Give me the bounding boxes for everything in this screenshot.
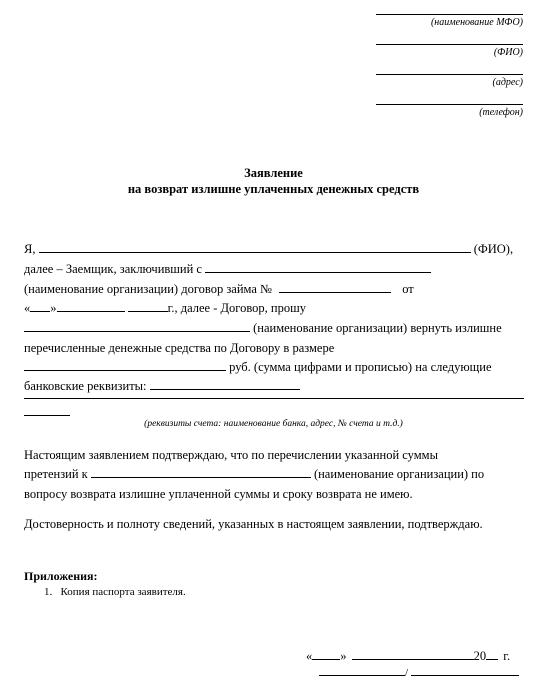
bank-details-note: (реквизиты счета: наименование банка, адрес, № счета и т.д.) (144, 419, 403, 429)
amount-field[interactable] (24, 359, 226, 371)
address-line (376, 74, 523, 75)
date-year-field[interactable] (486, 648, 498, 660)
body-line-3: (наименование организации) договор займа № от (24, 282, 414, 296)
organization-return-field[interactable] (24, 320, 250, 332)
mfo-name-caption: (наименование МФО) (430, 17, 523, 28)
body-line-1: Я, (ФИО), (24, 242, 514, 256)
reliability-statement: Достоверность и полноту сведений, указанных в настоящем заявлении, подтверждаю. (24, 517, 483, 531)
confirm-line-3: вопросу возврата излишне уплаченной суммы и сроку возврата не имею. (24, 487, 413, 501)
body-line-7: руб. (сумма цифрами и прописью) на следующие (24, 359, 492, 375)
signature-name-field[interactable] (411, 664, 519, 676)
document-subtitle: на возврат излишне уплаченных денежных средств (127, 182, 420, 196)
date-month-field[interactable] (352, 648, 474, 660)
body-line-6: перечисленные денежные средства по Договору в размере (24, 341, 335, 355)
attachment-item: 1. Копия паспорта заявителя. (44, 586, 186, 598)
fio-field[interactable] (39, 241, 471, 253)
fio-caption: (ФИО) (493, 47, 523, 58)
loan-number-field[interactable] (279, 281, 391, 293)
contract-year-field[interactable] (128, 300, 168, 312)
body-line-8: банковские реквизиты: (24, 378, 300, 394)
document-title: Заявление (244, 166, 303, 180)
body-line-4: « » г., далее - Договор, прошу (24, 301, 306, 315)
signature-row: / (319, 664, 519, 679)
address-caption: (адрес) (492, 77, 523, 88)
date-row: « » 20 г. (306, 649, 511, 663)
attachments-title: Приложения: (24, 569, 98, 583)
phone-caption: (телефон) (479, 107, 523, 118)
phone-line (376, 104, 523, 105)
bank-details-line-short[interactable] (24, 415, 70, 416)
signature-field[interactable] (319, 664, 405, 676)
mfo-name-line (376, 14, 523, 15)
body-line-5: (наименование организации) вернуть излишне (24, 320, 502, 336)
date-day-field[interactable] (312, 648, 340, 660)
contract-month-field[interactable] (57, 300, 125, 312)
organization-field[interactable] (205, 261, 431, 273)
confirm-line-1: Настоящим заявлением подтверждаю, что по перечислении указанной суммы (24, 448, 438, 462)
claims-organization-field[interactable] (91, 466, 311, 478)
contract-day-field[interactable] (30, 300, 50, 312)
body-line-2: далее – Заемщик, заключивший с (24, 261, 431, 277)
fio-line (376, 44, 523, 45)
bank-details-line[interactable] (24, 398, 524, 399)
confirm-line-2: претензий к (наименование организации) по (24, 467, 485, 481)
bank-details-field[interactable] (150, 378, 300, 390)
